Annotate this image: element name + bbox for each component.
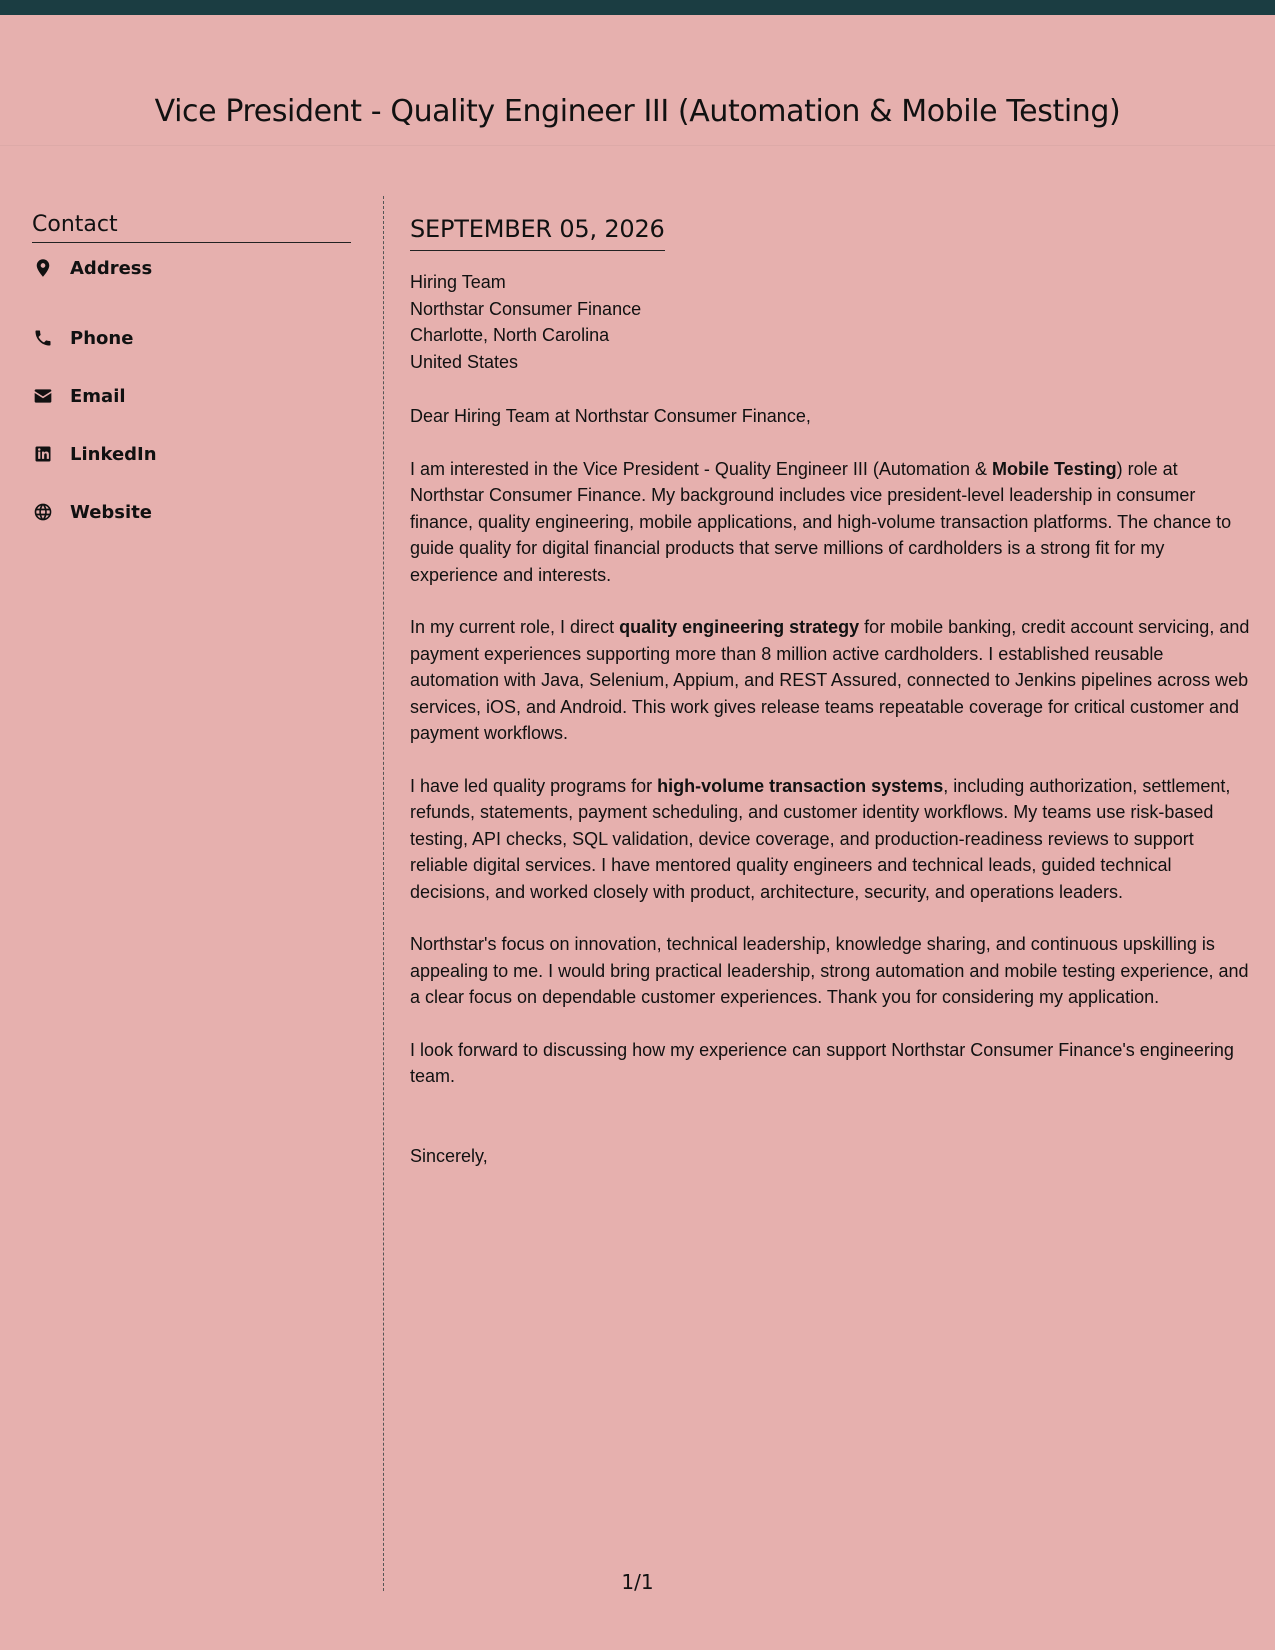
linkedin-icon: [32, 443, 54, 465]
paragraph-text: I have led quality programs for: [410, 775, 658, 796]
letter-body: [410, 212, 1252, 1169]
contact-label-phone: Phone: [70, 327, 134, 349]
page-number: 1/1: [621, 1570, 654, 1594]
paragraph-emphasis: Mobile Testing: [991, 458, 1117, 479]
sidebar: [32, 210, 351, 541]
paragraph-text: ) role at Northstar Consumer Finance. My background includes vice president-level leadership in consumer finance, quality engineering, mobile applications, and high-volume transaction platforms. The chance to guide quality for digital financial products that serve millions of cardholders is a strong fit for my experience and interests.: [410, 458, 1232, 585]
paragraph-2: [410, 614, 1252, 747]
recipient-line: Charlotte, North Carolina: [410, 325, 610, 345]
recipient-line: Northstar Consumer Finance: [410, 298, 642, 319]
paragraph-5: I look forward to discussing how my experience can support Northstar Consumer Finance's engineering team.: [410, 1039, 1234, 1086]
paragraph-text: In my current role, I direct: [410, 617, 620, 637]
contact-label-email: Email: [70, 385, 126, 407]
page-title: Vice President - Quality Engineer III (Automation & Mobile Testing): [154, 94, 1121, 129]
contact-item-email[interactable]: [32, 367, 351, 425]
contact-item-linkedin[interactable]: [32, 425, 351, 483]
paragraph-4: Northstar's focus on innovation, technical leadership, knowledge sharing, and continuous upskilling is appealing to me. I would bring practical leadership, strong automation and mobile testing experience, and a clear focus on dependable customer experiences. Thank you for considering my application.: [410, 934, 1249, 1007]
paragraph-emphasis: quality engineering strategy: [619, 617, 860, 637]
phone-icon: [32, 327, 54, 349]
letter-date: SEPTEMBER 05, 2026: [410, 212, 665, 251]
recipient-line: United States: [410, 351, 519, 372]
top-bar: [0, 0, 1275, 15]
salutation: Dear Hiring Team at Northstar Consumer Finance,: [410, 406, 811, 426]
paragraph-1: [410, 456, 1252, 589]
recipient-line: Hiring Team: [410, 272, 506, 292]
paragraph-text: for mobile banking, credit account servicing, and payment experiences supporting more than 8 million active cardholders. I established reusable automation with Java, Selenium, Appium, and REST Assured, connected to Jenkins pipelines across web services, iOS, and Android. This work gives release teams repeatable coverage for critical customer and payment workflows.: [410, 617, 1250, 743]
contact-label-linkedin: LinkedIn: [70, 443, 157, 465]
header: [0, 15, 1275, 146]
paragraph-emphasis: high-volume transaction systems: [657, 775, 944, 796]
recipient-block: [410, 269, 1252, 375]
paragraph-text: I am interested in the Vice President - Quality Engineer III (Automation &: [410, 458, 992, 479]
contact-item-phone[interactable]: [32, 309, 351, 367]
contact-list: [32, 251, 351, 541]
envelope-icon: [32, 385, 54, 407]
paragraph-3: [410, 773, 1252, 906]
closing: Sincerely,: [410, 1145, 488, 1166]
contact-label-address: Address: [70, 257, 153, 279]
contact-item-website[interactable]: [32, 483, 351, 541]
map-marker-icon: [32, 257, 54, 279]
contact-label-website: Website: [70, 501, 153, 523]
column-divider: [383, 196, 384, 1591]
paragraph-text: , including authorization, settlement, refunds, statements, payment scheduling, and customer identity workflows. My teams use risk-based testing, API checks, SQL validation, device coverage, and production-readiness reviews to support reliable digital services. I have mentored quality engineers and technical leads, guided technical decisions, and worked closely with product, architecture, security, and operations leaders.: [410, 775, 1231, 902]
globe-icon: [32, 501, 54, 523]
contact-heading: Contact: [32, 210, 351, 243]
contact-item-address[interactable]: [32, 251, 351, 285]
